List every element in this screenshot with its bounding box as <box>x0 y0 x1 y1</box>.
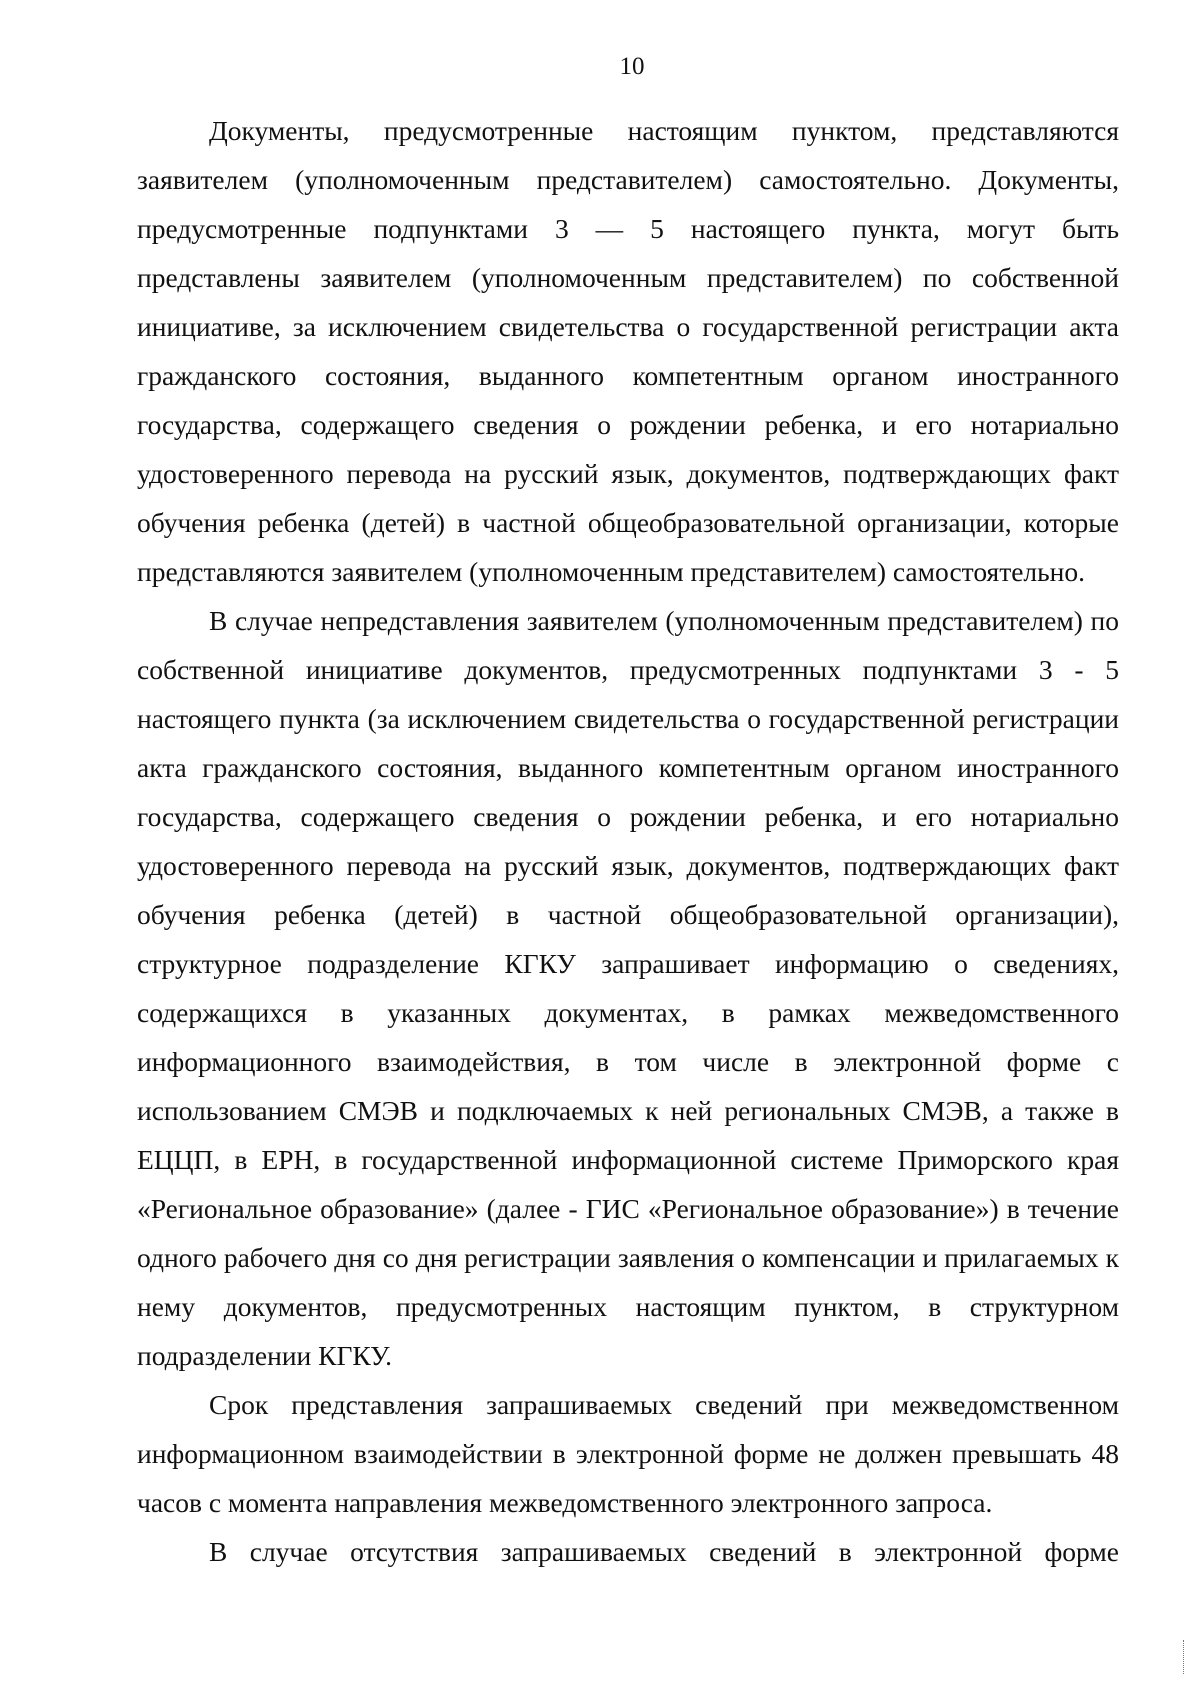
paragraph-missing-information: В случае отсутствия запрашиваемых сведений в электронной форме <box>209 1536 1119 1567</box>
page-number: 10 <box>619 53 645 80</box>
paragraph-interagency-request: В случае непредставления заявителем (уполномоченным представителем) по собственной инициативе документов, предусмотренных подпунктами 3 - 5 настоящего пункта (за исключением свидетельства о государственной регистрации акта гражданского состояния, выданного компетентным органом иностранного государства, содержащего сведения о рождении ребенка, и его нотариально удостоверенного перевода на русский язык, документов, подтверждающих факт обучения ребенка (детей) в частной общеобразовательной организации), структурное подразделение КГКУ запрашивает информацию о сведениях, содержащихся в указанных документах, в рамках межведомственного информационного взаимодействия, в том числе в электронной форме с использованием СМЭВ и подключаемых к ней региональных СМЭВ, а также в ЕЦЦП, в ЕРН, в государственной информационной системе Приморского края «Региональное образование» (далее - ГИС «Региональное образование») в течение одного рабочего дня со дня регистрации заявления о компенсации и прилагаемых к нему документов, предусмотренных настоящим пунктом, в структурном подразделении КГКУ. <box>137 605 1119 1371</box>
paragraph-response-deadline: Срок представления запрашиваемых сведений при межведомственном информационном взаимодействии в электронной форме не должен превышать 48 часов с момента направления межведомственного электронного запроса. <box>137 1389 1119 1518</box>
paragraph-documents-submission: Документы, предусмотренные настоящим пунктом, представляются заявителем (уполномоченным представителем) самостоятельно. Документы, предусмотренные подпунктами 3 — 5 настоящего пункта, могут быть представлены заявителем (уполномоченным представителем) по собственной инициативе, за исключением свидетельства о государственной регистрации акта гражданского состояния, выданного компетентным органом иностранного государства, содержащего сведения о рождении ребенка, и его нотариально удостоверенного перевода на русский язык, документов, подтверждающих факт обучения ребенка (детей) в частной общеобразовательной организации, которые представляются заявителем (уполномоченным представителем) самостоятельно. <box>137 115 1119 587</box>
document-body <box>137 106 1119 1576</box>
scan-edge-mark <box>1183 1640 1186 1674</box>
